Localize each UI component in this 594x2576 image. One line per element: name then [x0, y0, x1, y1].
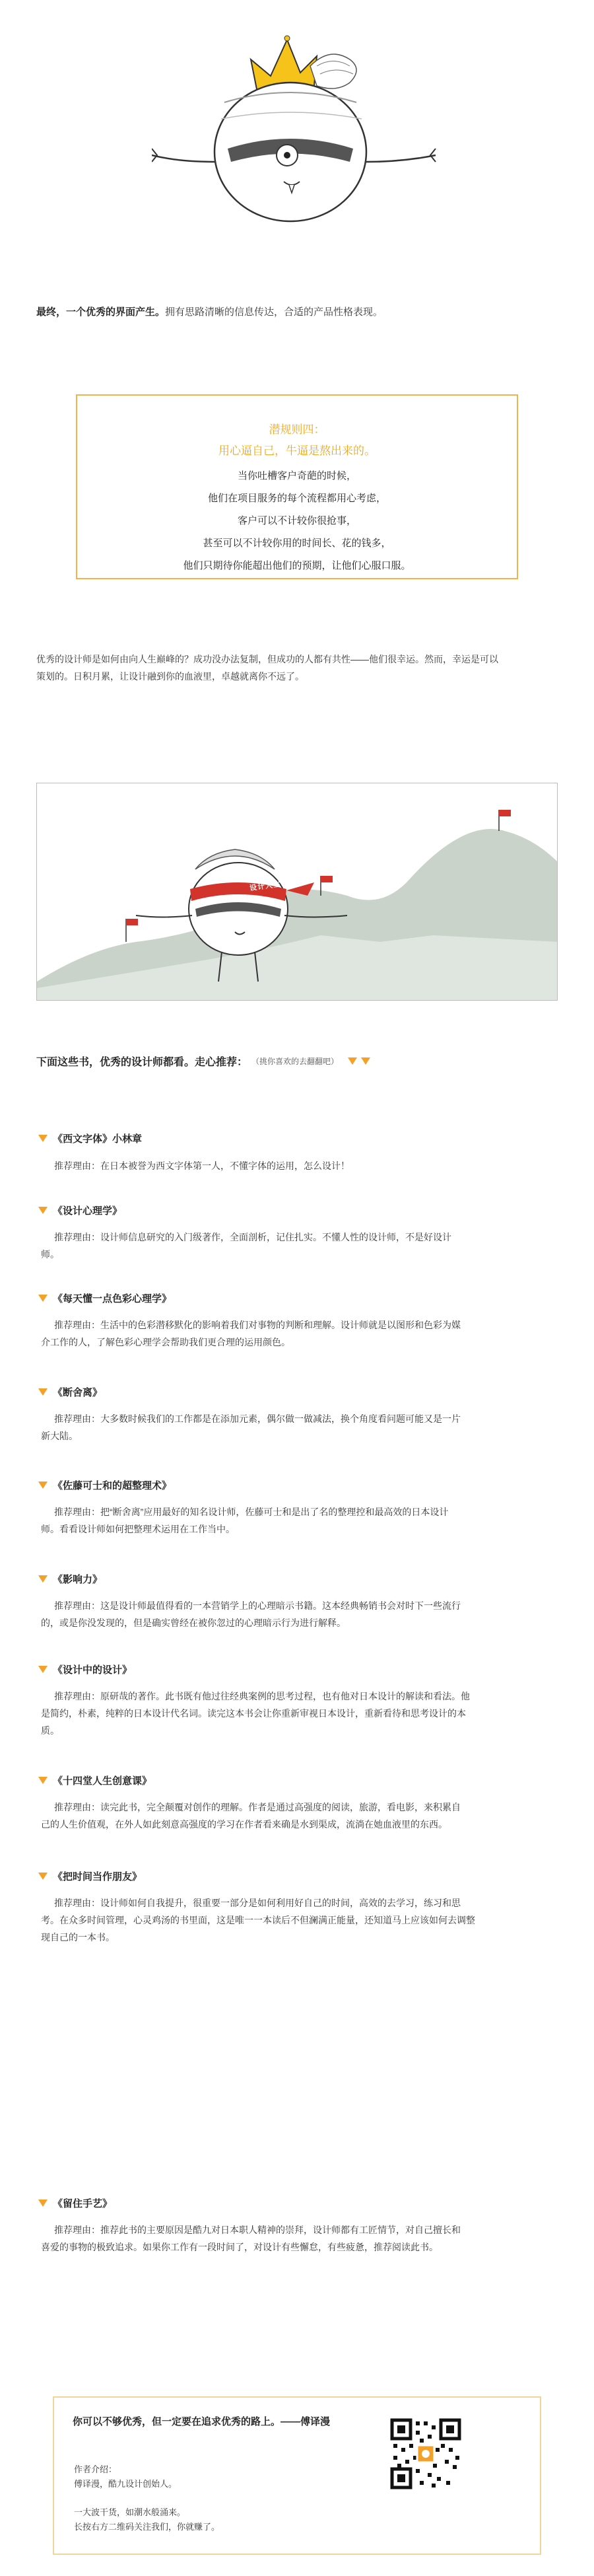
rule-line: 客户可以不计较你很抢事，	[237, 515, 356, 526]
book-reason: 喜爱的事物的极致追求。如果你工作有一段时间了，对设计有些懈怠，有些疲惫，推荐阅读此书。	[41, 2242, 438, 2252]
qr-code-icon[interactable]	[389, 2417, 462, 2490]
book-reason: 推荐理由：设计师信息研究的入门级著作，全面剖析，记住扎实。不懂人性的设计师，不是好设计	[54, 1232, 451, 1242]
arrow-down-icon	[38, 1873, 48, 1880]
mascot-crown-illustration	[152, 20, 442, 238]
book-title: 《断舍离》	[38, 1385, 102, 1399]
book-reason: 推荐理由：在日本被誉为西文字体第一人，不懂字体的运用，怎么设计！	[54, 1161, 350, 1171]
book-reason: 推荐理由：这是设计师最值得看的一本营销学上的心理暗示书籍。这本经典畅销书会对时下一些流行	[54, 1600, 461, 1611]
mountain-illustration-frame	[36, 783, 558, 1001]
arrow-down-icon	[38, 1777, 48, 1784]
arrow-down-icon	[38, 1666, 48, 1673]
book-title: 《十四堂人生创意课》	[38, 1773, 152, 1787]
book-reason: 推荐理由：把“断舍离”应用最好的知名设计师，佐藤可士和是出了名的整理控和最高效的日本设计	[54, 1507, 449, 1517]
flag-icon	[126, 919, 138, 942]
book-title: 《佐藤可士和的超整理术》	[38, 1478, 172, 1492]
author-desc: 傅译漫，酷九设计创始人。	[74, 2479, 178, 2489]
book-title: 《影响力》	[38, 1572, 102, 1586]
books-intro-hint: （挑你喜欢的去翻翻吧）	[251, 1057, 339, 1066]
footer-quote: 你可以不够优秀，但一定要在追求优秀的路上。——傅译漫	[73, 2416, 331, 2427]
book-title: 《把时间当作朋友》	[38, 1869, 142, 1883]
rule-title: 潜规则四：	[269, 423, 325, 436]
arrow-down-icon	[38, 1135, 48, 1142]
rule-line: 甚至可以不计较你用的时间长、花的钱多，	[203, 538, 391, 549]
book-reason: 推荐理由：推荐此书的主要原因是酷九对日本职人精神的崇拜，设计师都有工匠情节，对自己擅长和	[54, 2225, 461, 2235]
arrow-down-icon	[38, 1295, 48, 1302]
book-reason: 师。	[41, 1249, 59, 1260]
intro-sentence	[36, 304, 564, 321]
book-title: 《设计心理学》	[38, 1203, 122, 1217]
book-title: 《每天懂一点色彩心理学》	[38, 1291, 172, 1305]
book-title: 《设计中的设计》	[38, 1663, 132, 1676]
book-reason: 推荐理由：大多数时候我们的工作都是在添加元素，偶尔做一做减法，换个角度看问题可能又是一片	[54, 1413, 461, 1424]
footer-slogan-1: 一大波干货，如潮水般涌来。	[74, 2507, 186, 2517]
book-reason: 考。在众多时间管理，心灵鸡汤的书里面，这是唯一一本读后不但澜满正能量，还知道马上应该如何去调整	[41, 1915, 475, 1925]
author-label: 作者介绍：	[74, 2464, 117, 2474]
book-reason: 是简约，朴素，纯粹的日本设计代名词。读完这本书会让你重新审视日本设计，重新看待和思考设计的本	[41, 1708, 466, 1719]
success-line-1: 优秀的设计师是如何由向人生巅峰的？成功没办法复制，但成功的人都有共性——他们很幸运。然而，幸运是可以	[36, 654, 498, 664]
arrow-down-icon	[38, 1482, 48, 1489]
book-reason: 推荐理由：读完此书，完全颠覆对创作的理解。作者是通过高强度的阅读，旅游，看电影，来积累自	[54, 1802, 461, 1812]
book-reason: 现自己的一本书。	[41, 1932, 115, 1943]
books-intro	[36, 1054, 370, 1069]
book-reason: 师。看看设计师如何把整理术运用在工作当中。	[41, 1524, 235, 1534]
footer-slogan-2: 长按右方二维码关注我们，你就赚了。	[74, 2522, 220, 2532]
success-line-2: 策划的。日积月累，让设计融到你的血液里，卓越就离你不远了。	[36, 671, 304, 682]
book-reason: 推荐理由：设计师如何自我提升，很重要一部分是如何利用好自己的时间，高效的去学习，练习和思	[54, 1898, 461, 1908]
book-reason: 推荐理由：原研哉的著作。此书既有他过往经典案例的思考过程，也有他对日本设计的解读和看法。他	[54, 1691, 470, 1701]
arrow-down-icon	[38, 2200, 48, 2207]
book-reason: 新大陆。	[41, 1431, 78, 1441]
mountain-illustration	[37, 783, 558, 1001]
arrow-down-icon	[361, 1057, 370, 1065]
arrow-down-icon	[38, 1575, 48, 1583]
rule-line: 当你吐槽客户奇葩的时候，	[237, 470, 356, 482]
book-reason: 的，或是你没发现的，但是确实曾经在被你忽过的心理暗示行为进行解释。	[41, 1618, 346, 1628]
rule-line: 他们在项目服务的每个流程都用心考虑，	[207, 493, 386, 504]
book-reason: 介工作的人，了解色彩心理学会帮助我们更合理的运用颜色。	[41, 1337, 290, 1347]
rule-line: 他们只期待你能超出他们的预期，让他们心服口服。	[183, 560, 411, 571]
headband-text: 设计人生	[249, 880, 282, 893]
rule-subtitle: 用心逼自己，牛逼是熬出来的。	[218, 445, 376, 457]
book-reason: 推荐理由：生活中的色彩潜移默化的影响着我们对事物的判断和理解。设计师就是以图形和色彩为媒	[54, 1320, 461, 1330]
arrow-down-icon	[38, 1207, 48, 1214]
book-title: 《留住手艺》	[38, 2196, 112, 2210]
book-reason: 质。	[41, 1725, 59, 1736]
books-intro-main: 下面这些书，优秀的设计师都看。走心推荐：	[36, 1057, 248, 1068]
intro-sentence-rest: 拥有思路清晰的信息传达，合适的产品性格表现。	[165, 306, 383, 318]
book-title: 《西文字体》小林章	[38, 1131, 142, 1145]
intro-sentence-bold: 最终，一个优秀的界面产生。	[36, 306, 166, 318]
flag-icon	[499, 810, 511, 831]
book-reason: 己的人生价值观，在外人如此刻意高强度的学习在作者看来确是水到渠成，流淌在她血液里的东西。	[41, 1819, 447, 1830]
arrow-down-icon	[38, 1388, 48, 1396]
arrow-down-icon	[348, 1057, 357, 1065]
